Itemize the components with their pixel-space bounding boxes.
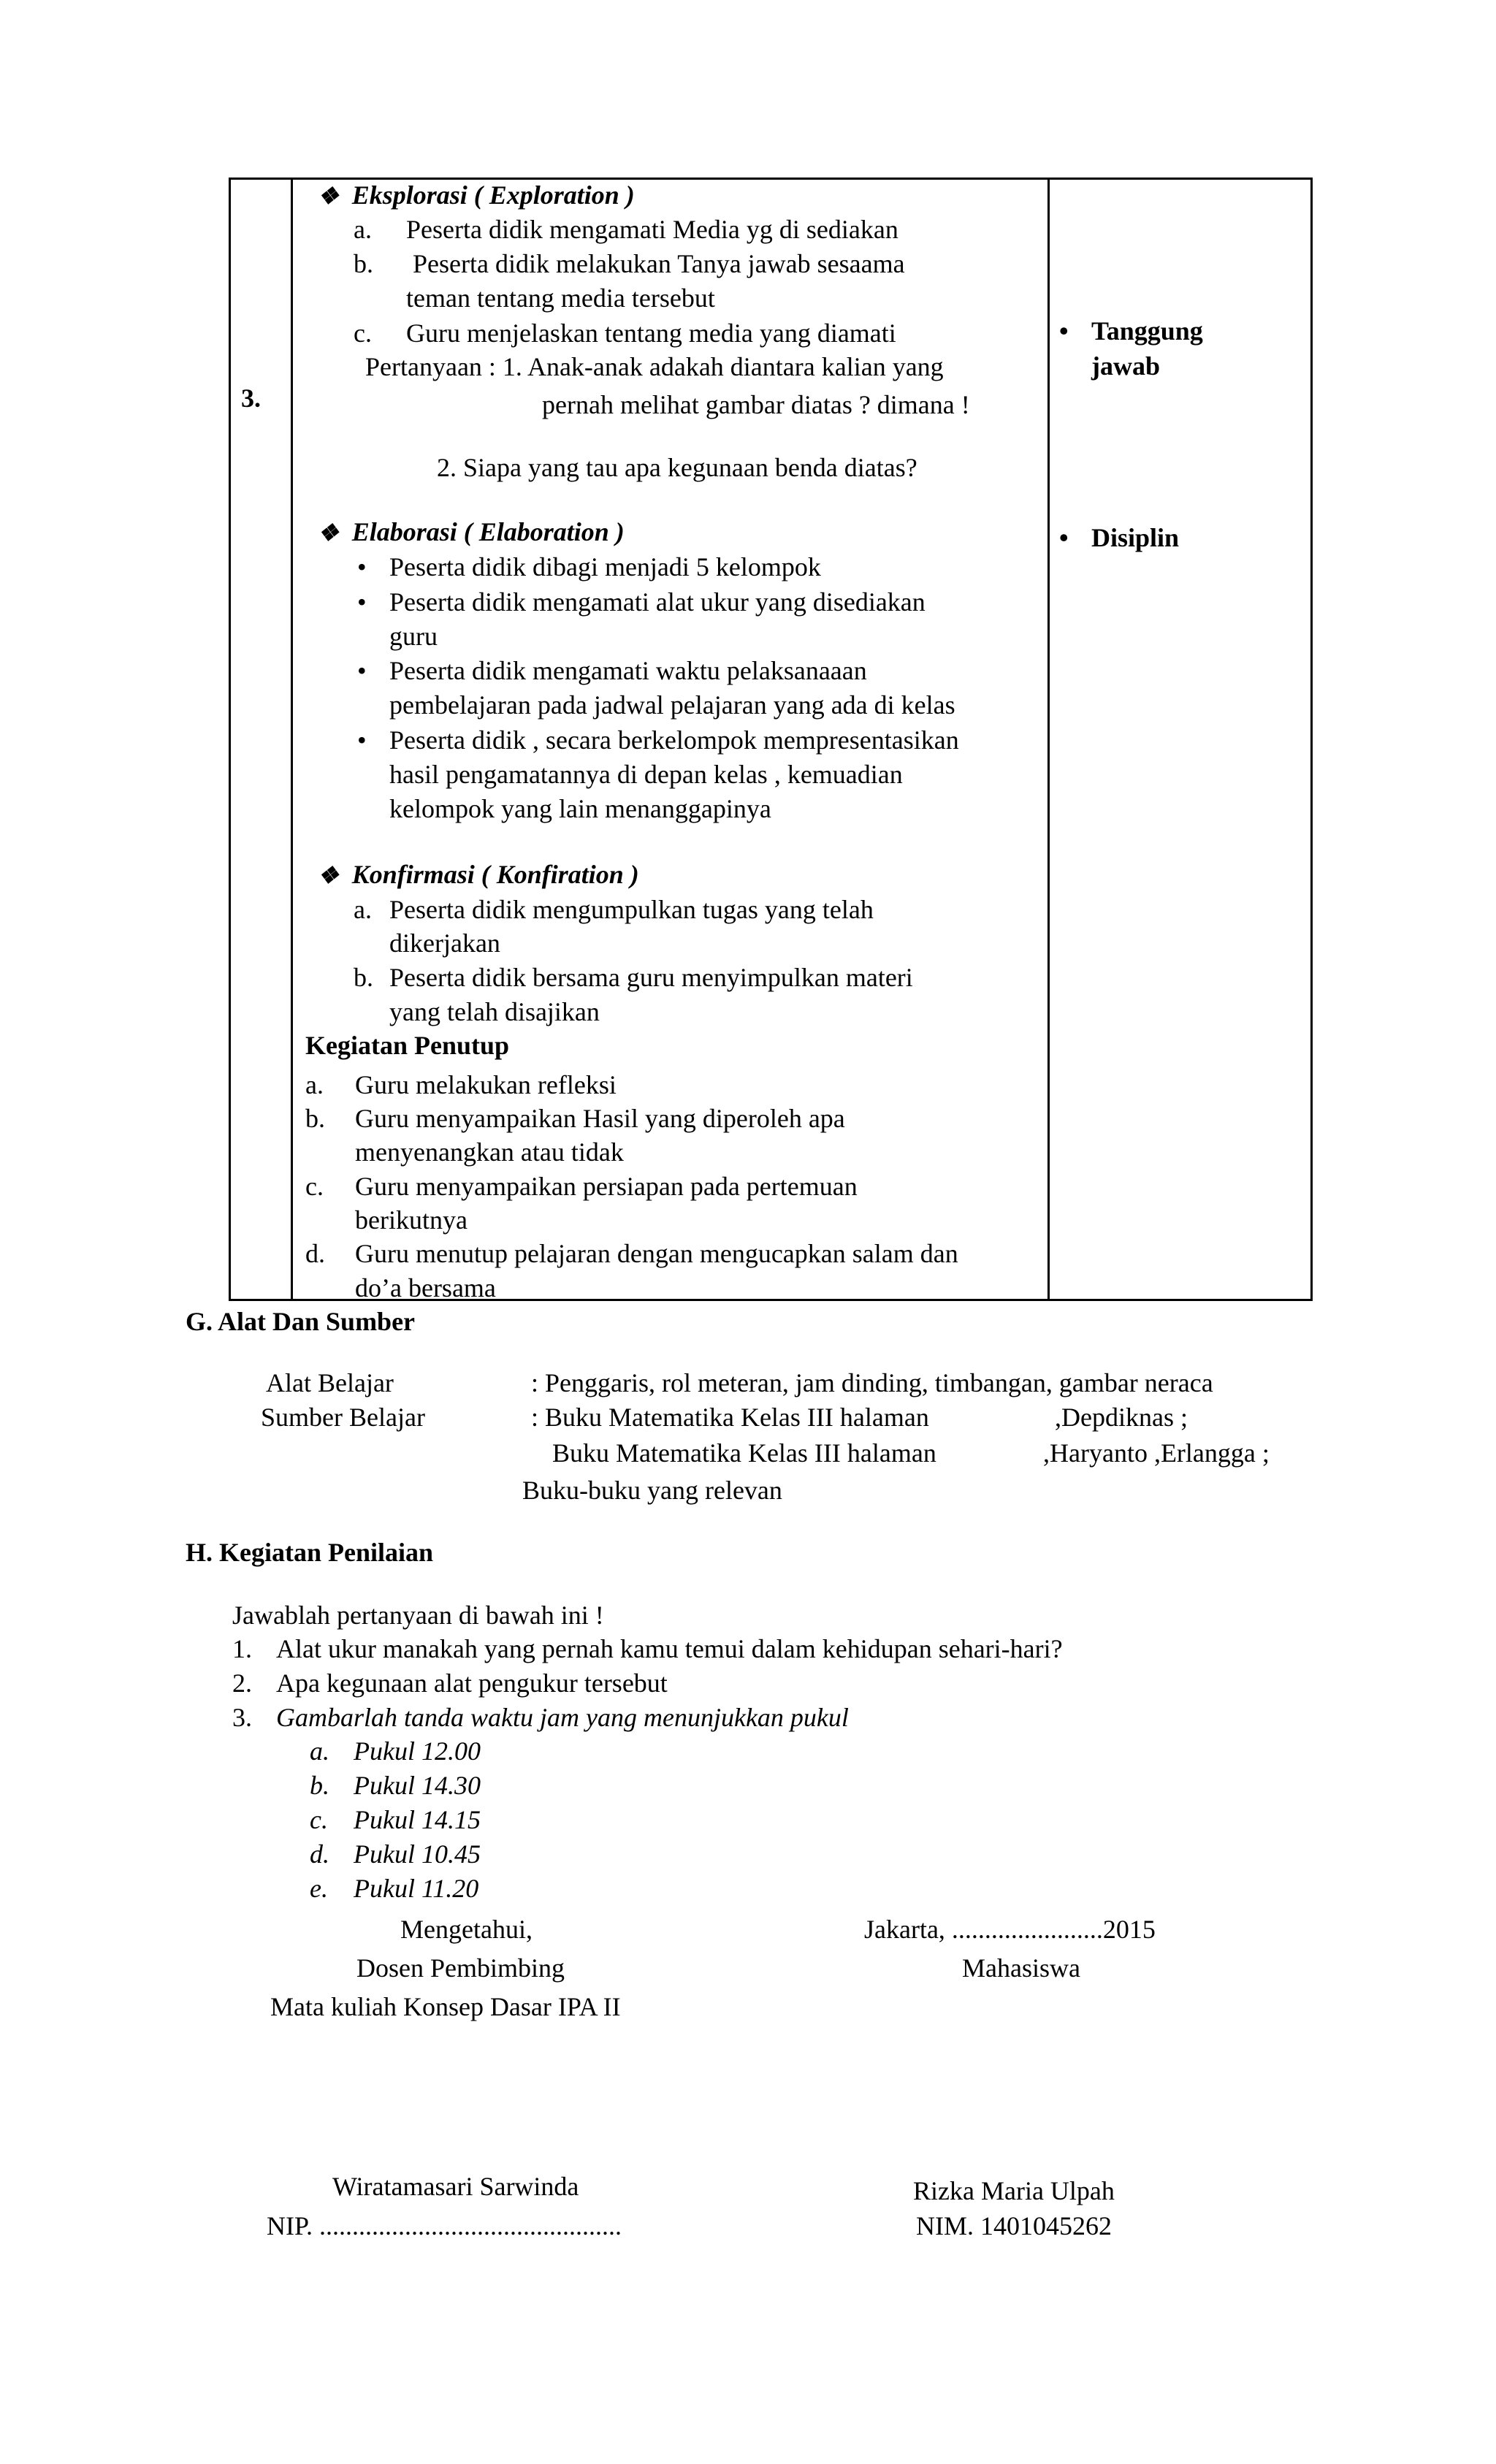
list-marker: b. (354, 249, 373, 278)
list-marker: b. (305, 1104, 325, 1133)
list-item: Guru menutup pelajaran dengan mengucapkan salam dan (355, 1239, 958, 1268)
list-item-cont: teman tentang media tersebut (406, 283, 715, 313)
list-item-cont: guru (389, 622, 438, 651)
list-marker: a. (310, 1736, 329, 1766)
question-2: 2. Siapa yang tau apa kegunaan benda diatas? (437, 453, 917, 482)
sign-left-line3: Mata kuliah Konsep Dasar IPA II (270, 1992, 621, 2021)
list-item-cont: pembelajaran pada jadwal pelajaran yang ada di kelas (389, 690, 955, 720)
list-marker: 1. (232, 1634, 252, 1663)
list-item: • Peserta didik dibagi menjadi 5 kelompok (389, 550, 821, 584)
list-item-cont: yang telah disajikan (389, 997, 600, 1026)
alat-value: : Penggaris, rol meteran, jam dinding, timbangan, gambar neraca (531, 1368, 1213, 1397)
diamond-bullet-icon: ❖ (318, 519, 339, 546)
list-marker: b. (354, 963, 373, 992)
karakter-item-cont: jawab (1091, 351, 1161, 381)
list-marker: b. (310, 1771, 329, 1800)
list-item-cont: do’a bersama (355, 1273, 496, 1302)
list-marker: d. (305, 1239, 325, 1268)
sumber-value: Buku-buku yang relevan (522, 1476, 782, 1505)
instruction: Jawablah pertanyaan di bawah ini ! (232, 1601, 604, 1630)
row-number: 3. (241, 384, 261, 413)
penutup-heading: Kegiatan Penutup (305, 1031, 510, 1060)
question: Gambarlah tanda waktu jam yang menunjukkan pukul (276, 1703, 849, 1732)
sumber-publisher: ,Depdiknas ; (1055, 1403, 1188, 1432)
sign-left-line1: Mengetahui, (400, 1915, 533, 1944)
list-marker: a. (305, 1070, 324, 1099)
list-item-cont: kelompok yang lain menanggapinya (389, 794, 771, 823)
sign-right-name: Rizka Maria Ulpah (913, 2176, 1115, 2205)
list-item: Peserta didik mengamati Media yg di sediakan (406, 215, 898, 244)
karakter-item: • Tanggung (1091, 314, 1203, 348)
sub-question: Pukul 14.15 (354, 1805, 481, 1834)
list-marker: 3. (232, 1703, 252, 1732)
question: Alat ukur manakah yang pernah kamu temui dalam kehidupan sehari-hari? (276, 1634, 1063, 1663)
list-item-cont: hasil pengamatannya di depan kelas , kemuadian (389, 760, 903, 789)
list-marker: c. (305, 1172, 324, 1201)
sign-left-line2: Dosen Pembimbing (356, 1953, 565, 1983)
list-item: Peserta didik bersama guru menyimpulkan materi (389, 963, 913, 992)
list-item: • Peserta didik , secara berkelompok mempresentasikan (389, 723, 959, 758)
diamond-bullet-icon: ❖ (318, 183, 339, 209)
alat-label: Alat Belajar (266, 1368, 394, 1397)
list-item: Guru melakukan refleksi (355, 1070, 617, 1099)
sign-left-id: NIP. .............................................. (267, 2211, 622, 2240)
list-item-cont: dikerjakan (389, 928, 500, 958)
sub-question: Pukul 12.00 (354, 1736, 481, 1766)
list-marker: a. (354, 215, 372, 244)
list-item: Peserta didik melakukan Tanya jawab sesaama (413, 249, 905, 278)
sign-right-id: NIM. 1401045262 (916, 2211, 1112, 2240)
question-1-cont: pernah melihat gambar diatas ? dimana ! (542, 390, 970, 419)
eksplorasi-heading: ❖ Eksplorasi ( Exploration ) (318, 180, 635, 210)
sign-right-line2: Mahasiswa (962, 1953, 1080, 1983)
question: Apa kegunaan alat pengukur tersebut (276, 1668, 668, 1698)
table-column-divider (291, 178, 293, 1301)
list-item-cont: menyenangkan atau tidak (355, 1137, 624, 1167)
list-item: Guru menyampaikan Hasil yang diperoleh apa (355, 1104, 845, 1133)
section-g-heading: G. Alat Dan Sumber (186, 1307, 416, 1336)
sign-right-line1: Jakarta, .......................2015 (864, 1915, 1156, 1944)
list-marker: c. (354, 319, 372, 348)
list-item: Guru menjelaskan tentang media yang diamati (406, 319, 896, 348)
list-marker: e. (310, 1874, 328, 1903)
sumber-value: : Buku Matematika Kelas III halaman (531, 1403, 929, 1432)
table-column-divider (1047, 178, 1050, 1301)
list-item: Guru menyampaikan persiapan pada pertemuan (355, 1172, 858, 1201)
list-item: Peserta didik mengumpulkan tugas yang telah (389, 895, 874, 924)
list-marker: a. (354, 895, 372, 924)
diamond-bullet-icon: ❖ (318, 862, 339, 888)
list-item: • Peserta didik mengamati waktu pelaksanaaan (389, 654, 867, 688)
question-1: Pertanyaan : 1. Anak-anak adakah diantara kalian yang (365, 352, 944, 381)
elaborasi-heading: ❖ Elaborasi ( Elaboration ) (318, 517, 625, 546)
sub-question: Pukul 10.45 (354, 1839, 481, 1869)
list-marker: 2. (232, 1668, 252, 1698)
sumber-value: Buku Matematika Kelas III halaman (552, 1438, 936, 1468)
section-h-heading: H. Kegiatan Penilaian (186, 1538, 434, 1567)
sub-question: Pukul 11.20 (354, 1874, 479, 1903)
sumber-label: Sumber Belajar (261, 1403, 425, 1432)
list-item-cont: berikutnya (355, 1205, 468, 1235)
list-marker: c. (310, 1805, 328, 1834)
list-item: • Peserta didik mengamati alat ukur yang disediakan (389, 585, 926, 619)
list-marker: d. (310, 1839, 329, 1869)
sumber-publisher: ,Haryanto ,Erlangga ; (1043, 1438, 1270, 1468)
karakter-item: • Disiplin (1091, 521, 1179, 555)
konfirmasi-heading: ❖ Konfirmasi ( Konfiration ) (318, 860, 639, 889)
sub-question: Pukul 14.30 (354, 1771, 481, 1800)
sign-left-name: Wiratamasari Sarwinda (332, 2172, 579, 2201)
